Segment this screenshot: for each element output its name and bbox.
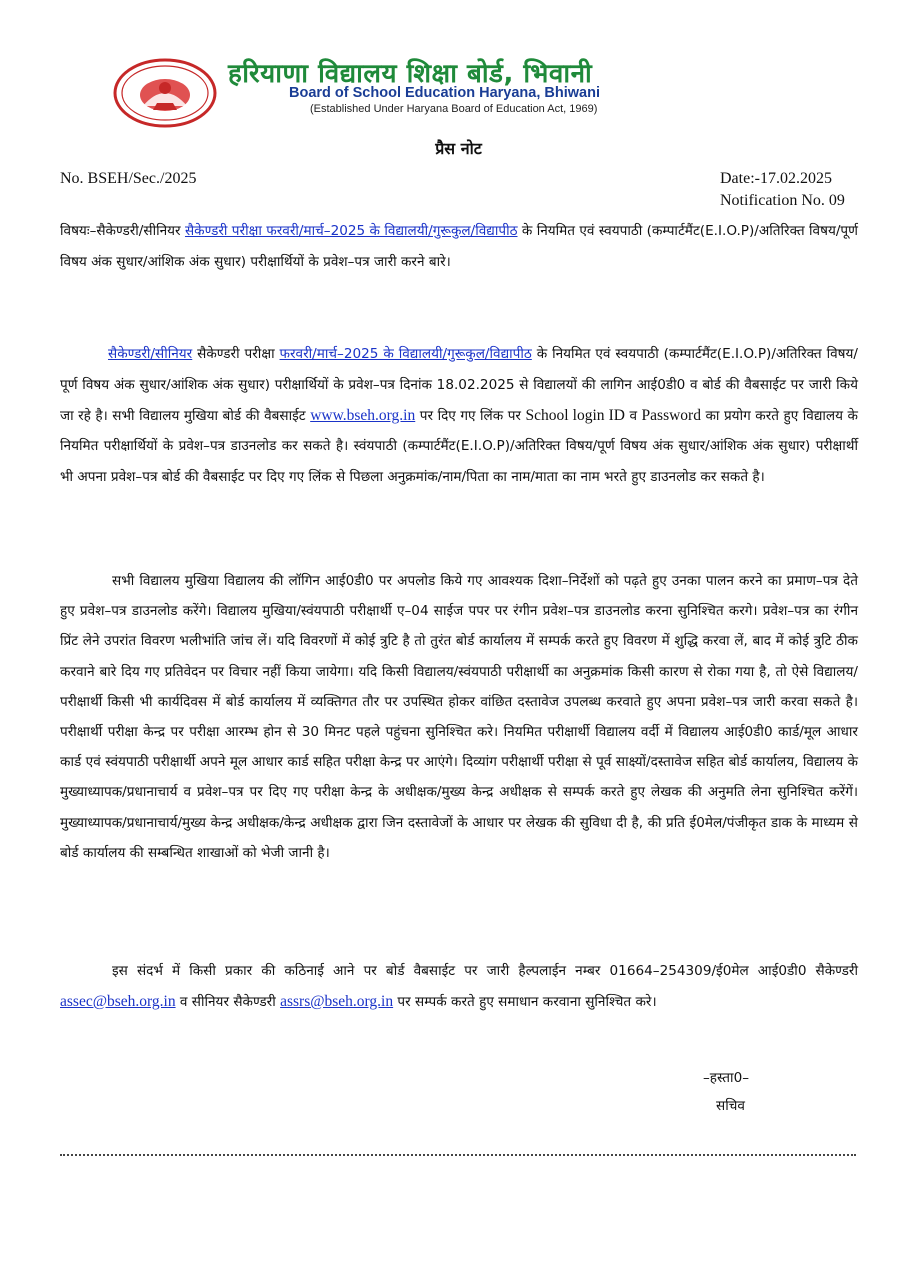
- email-link-senior-secondary[interactable]: assrs@bseh.org.in: [280, 992, 394, 1010]
- para1-underline-2[interactable]: फरवरी/मार्च–2025 के विद्यालयी/गुरूकुल/विद्यापीठ: [279, 346, 532, 362]
- established-note: (Established Under Haryana Board of Education Act, 1969): [310, 103, 598, 115]
- para1-text-3: पर दिए गए लिंक पर: [415, 407, 526, 424]
- subject-rest: के नियमित एवं स्वयपाठी (कम्पार्टमैंट(E.I.O.P)/अतिरिक्त विषय/पूर्ण विषय अंक सुधार/आंशिक अंक सुधार) परीक्षार्थियों के प्रवेश–पत्र जारी करने बारे।: [60, 223, 858, 270]
- paragraph-helpline: [60, 956, 858, 1018]
- para3-text-1: इस संदर्भ में किसी प्रकार की कठिनाई आने पर बोर्ड वैबसाईट पर जारी हैल्पलाईन नम्बर 01664–254309/ई0मेल आई0डी0 सैकेण्डरी: [112, 963, 858, 979]
- bseh-logo-icon: [113, 58, 217, 128]
- para1-text-5: का प्रयोग करते हुए विद्यालय के नियमित परीक्षार्थियों के प्रवेश–पत्र डाउनलोड कर सकते है। स्वंयपाठी (कम्पार्टमैंट(E.I.O.P)/अतिरिक्त विषय/पूर्ण विषय अंक सुधार/आंशिक अंक सुधार) परीक्षार्थी भी अपना प्रवेश–पत्र बोर्ड की वैबसाईट पर दिए गए लिंक से पिछला अनुक्रमांक/नाम/पिता का नाम/माता का नाम भरते हुए डाउनलोड कर सकते है।: [60, 407, 858, 486]
- para1-text-2: के नियमित एवं स्वयपाठी (कम्पार्टमैंट(E.I.O.P)/अतिरिक्त विषय/पूर्ण विषय अंक सुधार/आंशिक अंक सुधार) परीक्षार्थियों के प्रवेश–पत्र दिनांक 18.02.2025 से विद्यालयों की लागिन आई0डी0 व बोर्ड की वैबसाईट पर जारी किये जा रहे है। सभी विद्यालय मुखिया बोर्ड की वैबसाईट: [60, 346, 858, 424]
- board-name-english: Board of School Education Haryana, Bhiwani: [289, 85, 600, 101]
- para1-text-1: सैकेण्डरी परीक्षा: [192, 346, 280, 362]
- signatory-designation: सचिव: [716, 1098, 745, 1114]
- document-title: प्रैस नोट: [435, 139, 482, 158]
- para3-text-3: पर सम्पर्क करते हुए समाधान करवाना सुनिश्चित करे।: [393, 993, 657, 1010]
- board-name-hindi: हरियाणा विद्यालय शिक्षा बोर्ड, भिवानी: [228, 59, 593, 89]
- subject-line: [60, 216, 858, 278]
- dotted-divider: [60, 1154, 856, 1156]
- paragraph-admit-card-release: [60, 339, 858, 493]
- subject-prefix: विषयः–सैकेण्डरी/सीनियर: [60, 223, 185, 239]
- signature-mark: –हस्ता0–: [703, 1070, 750, 1086]
- email-link-secondary[interactable]: assec@bseh.org.in: [60, 992, 176, 1010]
- notification-number: Notification No. 09: [720, 192, 845, 209]
- subject-link[interactable]: सैकेण्डरी परीक्षा फरवरी/मार्च–2025 के विद्यालयी/गुरूकुल/विद्यापीठ: [184, 223, 518, 239]
- para3-text-2: व सीनियर सैकेण्डरी: [175, 993, 281, 1010]
- para1-text-4: व: [624, 407, 642, 424]
- website-link[interactable]: www.bseh.org.in: [310, 406, 416, 424]
- paragraph-instructions: सभी विद्यालय मुखिया विद्यालय की लॉगिन आई0डी0 पर अपलोड किये गए आवश्यक दिशा–निर्देशों को पढ़ते हुए उनका पालन करने का प्रमाण–पत्र देते हुए प्रवेश–पत्र डाउनलोड करेंगे। विद्यालय मुखिया/स्वंयपाठी परीक्षार्थी ए–04 साईज पपर पर रंगीन प्रवेश–पत्र डाउनलोड करना सुनिश्चित करगे। प्रवेश–पत्र का रंगीन प्रिंट लेने उपरांत विवरण भलीभांति जांच लें। यदि विवरणों में कोई त्रुटि है तो तुरंत बोर्ड कार्यालय में सम्पर्क करते हुए विवरण में शुद्धि करवा लें, बाद में कोई त्रुटि ठीक करवाने बारे दिय गए प्रतिवेदन पर विचार नहीं किया जायेगा। यदि किसी विद्यालय/स्वंयपाठी परीक्षार्थी का अनुक्रमांक किसी कारण से रोका गया है, तो ऐसे विद्यालय/परीक्षार्थी किसी भी कार्यदिवस में बोर्ड कार्यालय में व्यक्तिगत तौर पर उपस्थित होकर वांछित दस्तावेज उपलब्ध करवाते हुए अपना प्रवेश–पत्र जारी करवा सकते है। परीक्षार्थी परीक्षा केन्द्र पर परीक्षा आरम्भ होन से 30 मिनट पहले पहुंचना सुनिश्चित करे। नियमित परीक्षार्थी विद्यालय वर्दी में विद्यालय आई0डी0 कार्ड/मूल आधार कार्ड एवं स्वंयपाठी परीक्षार्थी अपने मूल आधार कार्ड सहित परीक्षा केन्द्र पर आएंगे। दिव्यांग परीक्षार्थी परीक्षा से पूर्व साक्ष्यों/दस्तावेज सहित बोर्ड कार्यालय, विद्यालय के मुख्याध्यापक/प्रधानाचार्य व प्रवेश–पत्र पर दिए गए परीक्षा केन्द्र के अधीक्षक/मुख्य केन्द्र अधीक्षक से सम्पर्क करते हुए लेखक की अनुमति लेना सुनिश्चित करेंगें। मुख्याध्यापक/प्रधानाचार्य/मुख्य केन्द्र अधीक्षक/केन्द्र अधीक्षक द्वारा जिन दस्तावेजों के आधार पर लेखक की सुविधा दी है, की प्रति ई0मेल/पंजीकृत डाक के माध्यम से बोर्ड कार्यालय की सम्बन्धित शाखाओं को भेजी जानी है।: [60, 573, 858, 861]
- reference-number: No. BSEH/Sec./2025: [60, 170, 197, 187]
- issue-date: Date:-17.02.2025: [720, 170, 832, 187]
- password-text: Password: [641, 406, 701, 424]
- para1-underline-1[interactable]: सैकेण्डरी/सीनियर: [108, 346, 193, 362]
- school-login-id-text: School login ID: [525, 406, 625, 424]
